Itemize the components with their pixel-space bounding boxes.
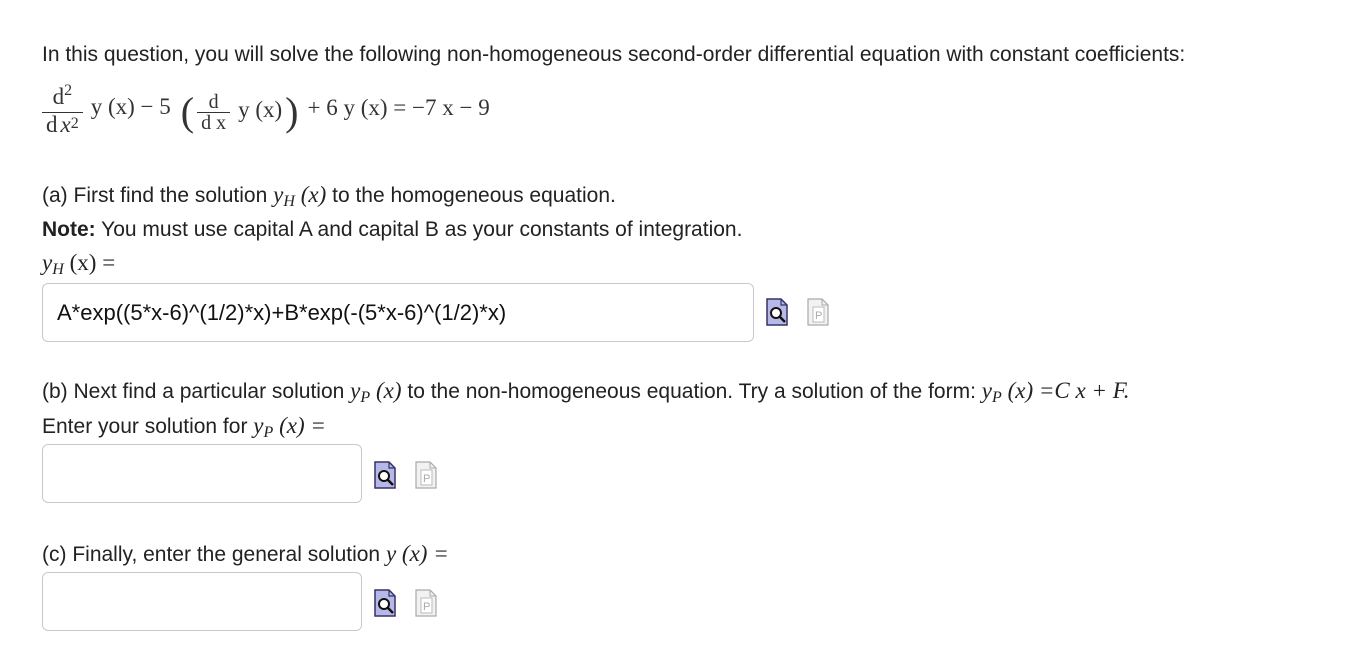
d2-exp: 2: [64, 81, 73, 99]
intro-text: In this question, you will solve the following non-homogeneous second-order differential equation with constant coefficients:: [42, 43, 1186, 66]
part-b-prompt: [42, 378, 1130, 407]
part-c-answer-input[interactable]: [42, 572, 362, 631]
part-b-var: yP: [350, 378, 371, 406]
d2-den-x: x: [60, 111, 71, 137]
part-b-middle: to the non-homogeneous equation. Try a solution of the form:: [407, 380, 976, 403]
part-a-answer-label: [42, 250, 115, 276]
d2-num: d: [52, 83, 65, 109]
format-help-icon: [415, 589, 437, 617]
part-a-format-button[interactable]: [807, 298, 829, 326]
part-b-arg: (x): [376, 378, 402, 403]
part-a-answer-input[interactable]: A*exp((5*x-6)^(1/2)*x)+B*exp(-(5*x-6)^(1/2)*x): [42, 283, 754, 342]
part-b-enter-text: Enter your solution for: [42, 415, 248, 438]
preview-magnifier-icon: [766, 298, 788, 326]
part-a-preview-button[interactable]: [766, 298, 788, 326]
part-a-prompt: [42, 182, 616, 211]
svg-text:P: P: [815, 310, 823, 322]
format-help-icon: [415, 461, 437, 489]
part-b-answer-input[interactable]: [42, 444, 362, 503]
part-c-prefix: (c) Finally, enter the general solution: [42, 543, 381, 566]
part-c-var: y (x) =: [385, 541, 449, 566]
part-a-suffix: to the homogeneous equation.: [332, 184, 616, 207]
format-help-icon: [807, 298, 829, 326]
part-b-preview-button[interactable]: [374, 461, 396, 489]
part-b-enter-var: yP: [253, 413, 274, 441]
part-a-var: yH: [273, 182, 295, 210]
eq-rest: + 6 y (x) = −7 x − 9: [307, 95, 490, 120]
part-b-form-rest: (x) =C x + F.: [1007, 378, 1130, 403]
part-b-enter-label: [42, 413, 326, 442]
right-paren: ): [285, 89, 299, 134]
preview-magnifier-icon: [374, 589, 396, 617]
part-b-prefix: (b) Next find a particular solution: [42, 380, 345, 403]
d1-den: d x: [201, 111, 227, 134]
part-c-prompt: [42, 541, 449, 568]
part-b-form-var: yP: [981, 378, 1002, 406]
svg-text:P: P: [423, 601, 431, 613]
part-a-prefix: (a) First find the solution: [42, 184, 268, 207]
svg-text:P: P: [423, 473, 431, 485]
d2-den-d: d: [46, 111, 58, 137]
second-derivative-operator: [42, 81, 83, 140]
part-a-label-var: yH: [42, 250, 64, 278]
part-a-note: [42, 217, 742, 243]
part-a-arg: (x): [300, 182, 327, 207]
note-label: Note:: [42, 218, 96, 241]
part-c-format-button[interactable]: [415, 589, 437, 617]
preview-magnifier-icon: [374, 461, 396, 489]
d1-num: d: [208, 90, 219, 113]
eq-inner: y (x): [238, 97, 283, 122]
note-text: You must use capital A and capital B as your constants of integration.: [101, 218, 743, 241]
first-derivative-operator: [197, 92, 230, 133]
part-b-enter-arg: (x) =: [279, 413, 326, 438]
differential-equation: [42, 72, 490, 152]
part-c-preview-button[interactable]: [374, 589, 396, 617]
part-b-format-button[interactable]: [415, 461, 437, 489]
part-a-label-arg: (x) =: [69, 250, 116, 275]
left-paren: (: [180, 89, 195, 134]
eq-term1: y (x) − 5: [90, 94, 171, 119]
d2-den-exp: 2: [70, 114, 79, 132]
